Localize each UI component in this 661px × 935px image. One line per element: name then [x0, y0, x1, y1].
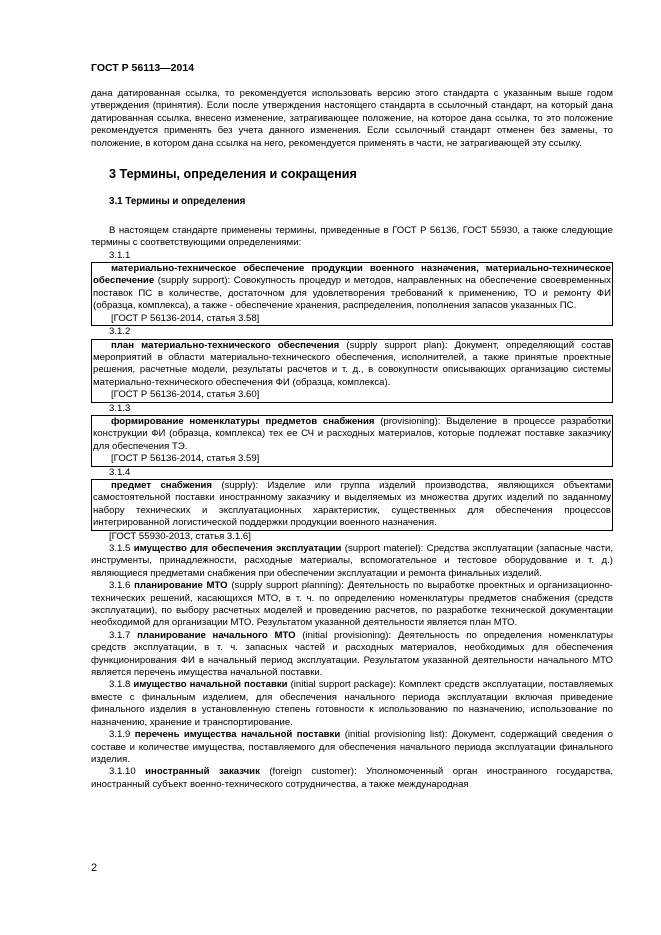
term-text: (support materiel): Средства эксплуатации (запасные части, инструменты, принадлежности, расходные материалы, вспомогательное и тестовое оборудование и т. д.) являющиеся предметами снабжения при обеспечении эксплуатации и ремонта финальных изделий. [91, 543, 613, 579]
term-name: план материально-технического обеспечения [111, 339, 340, 351]
section-title: 3 Термины, определения и сокращения [109, 167, 357, 182]
term-name: планирование МТО [134, 580, 228, 592]
term-definition [93, 416, 611, 453]
term-entry [91, 630, 613, 680]
intro-paragraph: дана датированная ссылка, то рекомендуется использовать версию этого стандарта с указанным выше годом утверждения (принятия). Если после утверждения настоящего стандарта в ссылочный стандарт, на который дана датированная ссылка, внесено изменение, затрагивающее положение, на которое дана ссылка, то это положение рекомендуется применять без учета данного изменения. Если ссылочный стандарт отменен без замены, то положение, в котором дана ссылка на него, рекомендуется применять в части, не затрагивающей эту ссылку. [91, 88, 613, 149]
term-entry [91, 679, 613, 729]
term-definition-box [91, 339, 613, 403]
term-text: (supply support plan): Документ, определяющий состав мероприятий в области материально-технического обеспечения, исполнителей, а также принятые проектные решения, расчетные модели, результаты расчетов и т. д., в совокупности описывающих организацию системы материально-технического обеспечения ФИ (образца, комплекса). [93, 339, 611, 388]
subsection-title: 3.1 Термины и определения [109, 196, 246, 208]
term-name: формирование номенклатуры предметов снабжения [111, 415, 375, 427]
term-number: 3.1.10 [109, 766, 146, 778]
term-definition-box [91, 479, 613, 531]
term-definition-box [91, 415, 613, 467]
term-definition-box [91, 262, 613, 326]
term-name: перечень имущества начальной поставки [134, 729, 341, 741]
term-number: 3.1.2 [109, 326, 131, 338]
term-text: (initial support package): Комплект средств эксплуатации, поставляемых вместе с финальным изделием, для обеспечения начального периода эксплуатации включая приведение финального изделия в установленную степень готовности к использованию по назначению, использование по назначению, хранение и транспортирование. [91, 679, 613, 728]
term-name: планирование начального МТО [137, 629, 296, 641]
term-number: 3.1.3 [109, 402, 131, 414]
term-source: [ГОСТ Р 56136-2014, статья 3.58] [111, 312, 260, 324]
term-number: 3.1.7 [109, 629, 138, 641]
term-source: [ГОСТ 55930-2013, статья 3.1.6] [109, 530, 251, 542]
term-name: имущество для обеспечения эксплуатации [133, 543, 342, 554]
term-number: 3.1.5 [109, 543, 134, 554]
document-body [91, 88, 613, 791]
term-name: предмет снабжения [111, 479, 213, 491]
term-name: имущество начальной поставки [133, 679, 288, 691]
term-definition [93, 480, 611, 530]
term-number: 3.1.6 [109, 580, 135, 592]
term-source: [ГОСТ Р 56136-2014, статья 3.60] [111, 389, 260, 401]
term-entry [91, 729, 613, 766]
term-entry [91, 543, 613, 580]
term-text: (supply support planning): Деятельность по выработке проектных и организационно-технических решений, касающихся МТО, в т. ч. по определению номенклатуры предметов снабжения (средств эксплуатации), по выбору расчетных моделей и проведению расчетов, по разработке технической документации необходимой для организации МТО. Результатом указанной деятельности является план МТО. [91, 580, 614, 629]
term-definition [93, 340, 611, 390]
term-number: 3.1.1 [109, 249, 131, 261]
term-text: (provisioning): Выделение в процессе разработки конструкции ФИ (образца, комплекса) тех ее СЧ и расходных материалов, которые подлежат поставке заказчику для обеспечения ТЭ. [93, 415, 612, 452]
term-text: (initial provisioning list): Документ, содержащий сведения о составе и количестве имущества, поставляемого для обеспечения начального периода эксплуатации финального изделия. [91, 729, 613, 765]
term-number: 3.1.9 [109, 729, 135, 741]
page-number: 2 [91, 862, 98, 874]
section-intro: В настоящем стандарте применены термины, приведенные в ГОСТ Р 56136, ГОСТ 55930, а также следующие термины с соответствующими определениями: [91, 224, 613, 249]
term-text: (supply): Изделие или группа изделий производства, являющихся объектами самостоятельной поставки иностранному заказчику и выделяемых из множества других изделий по заданному набору технических и эксплуатационных характеристик, существенных для обеспечения процессов интегрированной логистической поддержки продукции военного назначения. [93, 479, 611, 529]
term-text: (foreign customer): Уполномоченный орган иностранного государства, иностранный субъект военно-технического сотрудничества, а также международная [91, 766, 614, 790]
term-source: [ГОСТ Р 56136-2014, статья 3.59] [111, 453, 260, 465]
term-name: материально-техническое обеспечение продукции военного назначения, материально-техническое обеспечение [93, 263, 611, 287]
term-definition [93, 263, 611, 313]
term-text: (supply support): Совокупность процедур и методов, направленных на обеспечение своевременных поставок ПС в количестве, достаточном для удовлетворения требований к применению, ТО и ремонту ФИ (образца, комплекса), а также - обеспечение хранения, распределения, пополнения запасов указанных ПС. [93, 275, 611, 312]
term-text: (initial provisioning): Деятельность по определения номенклатуры средств эксплуатации, в т. ч. запасных частей и расходных материалов, необходимых для обеспечения функционирования ФИ в начальный период эксплуатации. Результатом указанной деятельности начального МТО является перечень имущества начальной поставки. [91, 629, 613, 679]
standard-header: ГОСТ Р 56113—2014 [91, 62, 195, 74]
term-number: 3.1.8 [109, 679, 134, 691]
term-entry [91, 580, 613, 630]
term-entry [91, 766, 613, 791]
term-number: 3.1.4 [109, 466, 131, 478]
term-name: иностранный заказчик [145, 766, 260, 778]
